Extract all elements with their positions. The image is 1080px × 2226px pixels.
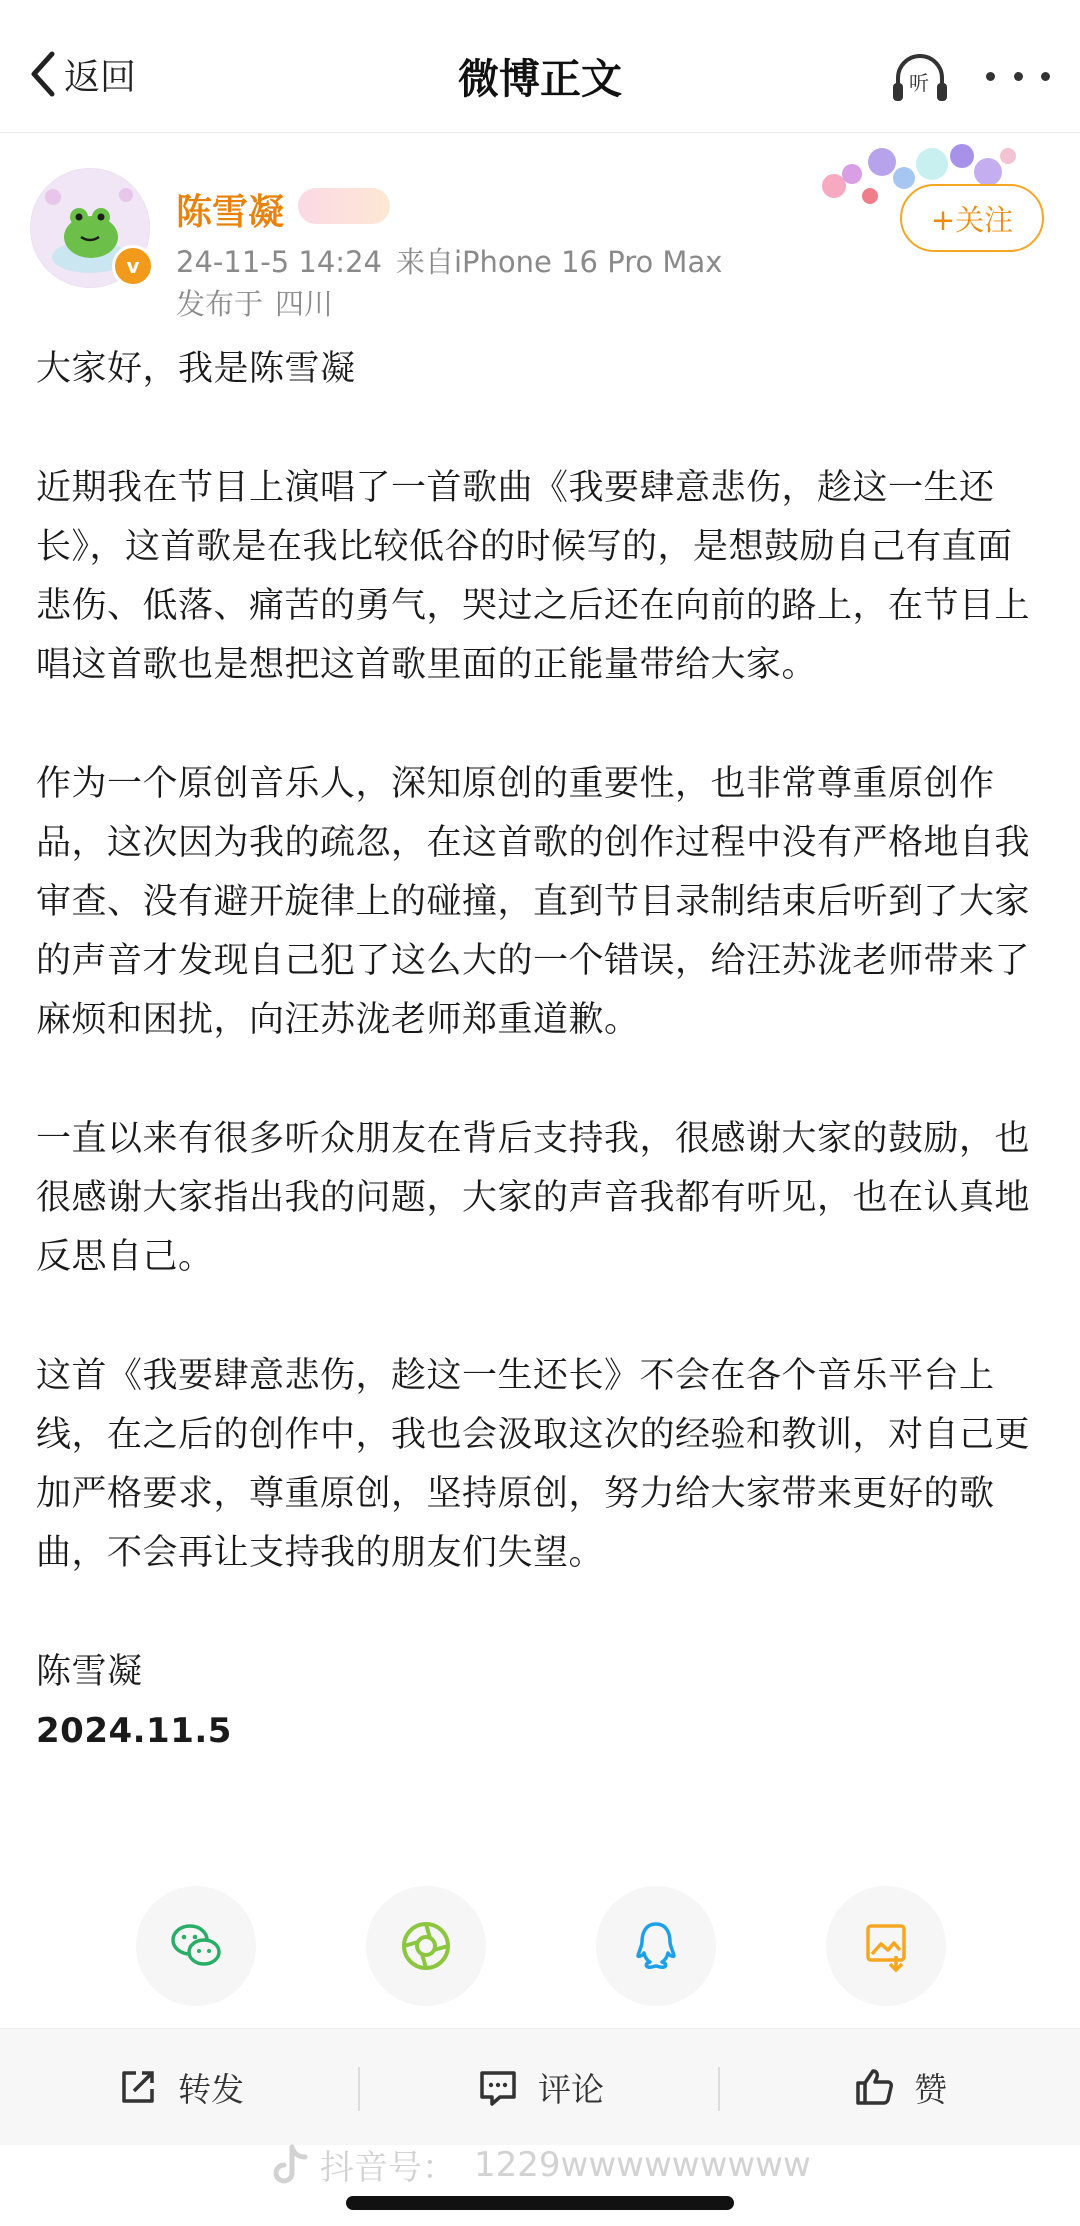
home-indicator bbox=[346, 2196, 734, 2210]
comment-label: 评论 bbox=[538, 2069, 604, 2109]
thumbs-up-icon bbox=[852, 2065, 896, 2109]
post-paragraph: 作为一个原创音乐人，深知原创的重要性，也非常尊重原创作品，这次因为我的疏忽，在这首歌的创作过程中没有严格地自我审查、没有避开旋律上的碰撞，直到节目录制结束后听到了大家的声音才发现自己犯了这么大的一个错误，给汪苏泷老师带来了麻烦和困扰，向汪苏泷老师郑重道歉。 bbox=[36, 764, 1031, 1040]
listen-label: 听 bbox=[909, 71, 929, 95]
share-wechat-button[interactable] bbox=[136, 1886, 256, 2006]
watermark-id: 1229wwwwwwwww bbox=[474, 2144, 811, 2185]
post-paragraph: 一直以来有很多听众朋友在背后支持我，很感谢大家的鼓励，也很感谢大家指出我的问题，大家的声音我都有听见，也在认真地反思自己。 bbox=[36, 1119, 1031, 1277]
dot-icon bbox=[1014, 72, 1023, 81]
divider bbox=[718, 2067, 720, 2111]
follow-label: +关注 bbox=[930, 202, 1014, 237]
post-sign-date: 2024.11.5 bbox=[36, 1711, 232, 1751]
post-source: 来自iPhone 16 Pro Max bbox=[395, 245, 723, 279]
share-moments-button[interactable] bbox=[366, 1886, 486, 2006]
back-label: 返回 bbox=[64, 56, 137, 98]
member-badge bbox=[298, 188, 390, 224]
listen-button[interactable] bbox=[888, 50, 952, 106]
watermark-label: 抖音号： bbox=[320, 2148, 456, 2188]
qq-icon bbox=[626, 1916, 686, 1976]
post-paragraph: 近期我在节目上演唱了一首歌曲《我要肆意悲伤，趁这一生还长》，这首歌是在我比较低谷的时候写的，是想鼓励自己有直面悲伤、低落、痛苦的勇气，哭过之后还在向前的路上，在节目上唱这首歌也是想把这首歌里面的正能量带给大家。 bbox=[36, 468, 1031, 685]
post-location bbox=[176, 282, 333, 323]
share-row bbox=[0, 1886, 1080, 2006]
post-time: 24-11-5 14:24 bbox=[176, 245, 382, 279]
follow-button[interactable] bbox=[900, 184, 1044, 252]
post-signature: 陈雪凝 bbox=[36, 1652, 143, 1692]
share-qq-button[interactable] bbox=[596, 1886, 716, 2006]
watermark bbox=[270, 2140, 811, 2189]
moments-icon bbox=[396, 1916, 456, 1976]
comment-icon bbox=[476, 2065, 520, 2109]
wechat-icon bbox=[166, 1916, 226, 1976]
repost-button[interactable] bbox=[116, 2029, 244, 2145]
dot-icon bbox=[986, 72, 995, 81]
bottom-action-bar bbox=[0, 2028, 1080, 2145]
back-button[interactable] bbox=[26, 44, 136, 104]
repost-icon bbox=[116, 2065, 160, 2109]
post-meta bbox=[176, 240, 722, 281]
top-nav-bar bbox=[0, 0, 1080, 133]
douyin-logo-icon bbox=[270, 2143, 310, 2187]
like-label: 赞 bbox=[914, 2069, 947, 2109]
divider bbox=[358, 2067, 360, 2111]
post-content bbox=[36, 340, 1046, 1761]
save-image-button[interactable] bbox=[826, 1886, 946, 2006]
repost-label: 转发 bbox=[178, 2069, 244, 2109]
dot-icon bbox=[1041, 72, 1050, 81]
save-image-icon bbox=[856, 1916, 916, 1976]
verified-badge: v bbox=[112, 245, 154, 287]
location-prefix: 发布于 bbox=[176, 287, 264, 321]
post-paragraph: 大家好，我是陈雪凝 bbox=[36, 349, 356, 389]
comment-button[interactable] bbox=[476, 2029, 604, 2145]
post-paragraph: 这首《我要肆意悲伤，趁这一生还长》不会在各个音乐平台上线，在之后的创作中，我也会汲取这次的经验和教训，对自己更加严格要求，尊重原创，坚持原创，努力给大家带来更好的歌曲，不会再让支持我的朋友们失望。 bbox=[36, 1356, 1031, 1573]
author-name[interactable]: 陈雪凝 bbox=[176, 192, 285, 233]
page-title: 微博正文 bbox=[458, 55, 622, 103]
chevron-left-icon bbox=[26, 48, 60, 100]
location-value: 四川 bbox=[275, 287, 334, 321]
more-options-button[interactable] bbox=[986, 56, 1050, 96]
like-button[interactable] bbox=[852, 2029, 947, 2145]
